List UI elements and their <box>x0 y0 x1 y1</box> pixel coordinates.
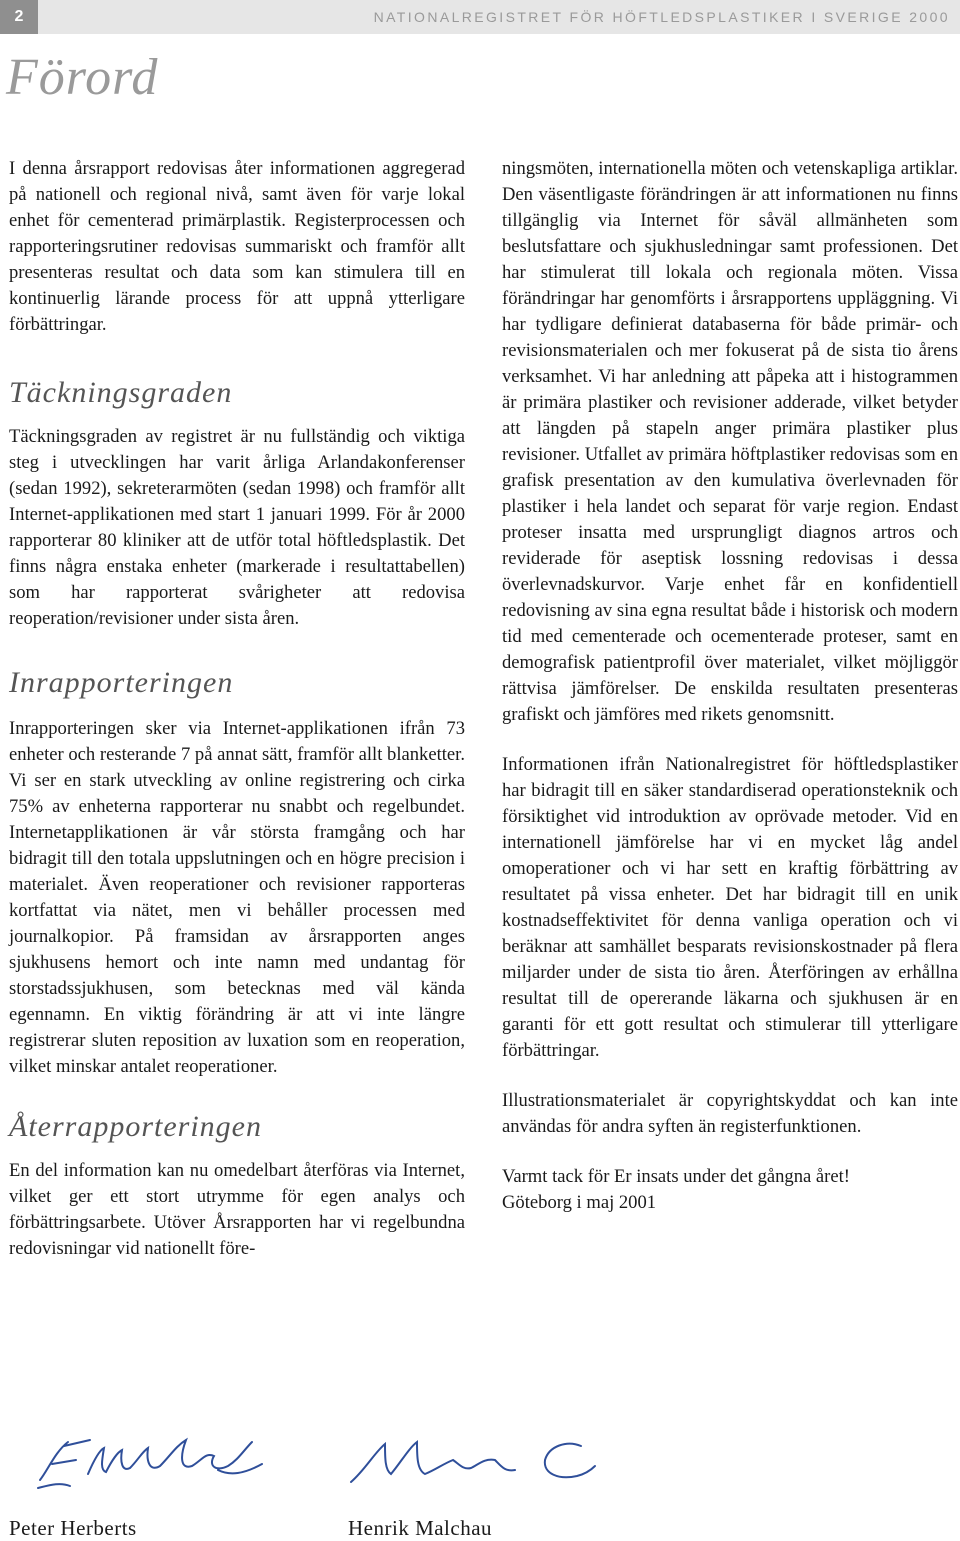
page-number: 2 <box>0 0 38 34</box>
aterrapporteringen-paragraph: En del information kan nu omedelbart återföras via Internet, vilket ger ett stort utrymme för egen analys och förbättringsarbete. Utöver Årsrapporten har vi regelbundna redovisningar vid nationellt före- <box>9 1160 465 1259</box>
continued-paragraph: ningsmöten, internationella möten och vetenskapliga artiklar. Den väsentligaste förändringen är att informationen nu finns tillgänglig via Internet för såväl allmänheten som beslutsfattare och sjukhusledningar samt professionen. Det har stimulerat till lokala och regionala möten. Vissa förändringar har genomförts i årsrapportens uppläggning. Vi har tydligare definierat databaserna för både primär- och revisionsmaterialen och mer fokuserat på de sista tio årens verksamhet. Vi har anledning att påpeka att i histogrammen är primära plastiker och revisioner adderade, vilket betyder att längden på stapeln anger primära plastiker plus revisioner. Utfallet av primära höftplastiker redovisas som en grafisk presentation av den kumulativa överlevnaden för plastiker i hela landet och separat för varje region. Endast proteser insatta med ursprungligt diagnos artros och reviderade för aseptisk lossning redovisas i dessa överlevnadskurvor. Varje enhet får en konfidentiell redovisning av sina egna resultat både i historisk och modern tid med cementerade och ocementerade proteser, samt en demografisk patientprofil över materialet, vilket möjliggör rättvisa jämförelser. De enskilda resultaten presenteras grafiskt och jämföres med rikets genomsnitt. <box>502 158 958 725</box>
heading-aterrapporteringen: Återrapporteringen <box>9 1110 262 1143</box>
inrapporteringen-paragraph: Inrapporteringen sker via Internet-applikationen ifrån 73 enheter och resterande 7 på annat sätt, framför allt blanketter. Vi ser en stark utveckling av online registrering och cirka 75% av enheterna rapporterar nu snabbt och regelbundet. Internetapplikationen är vår största framgång och har bidragit till den totala uppslutningen och en högre precision i materialet. Även reoperationer och revisioner rapporteras kortfattat via nätet, men vi behåller processen med journalkopior. På framsidan av årsrapporten anges sjukhusens hemort och inte namn med undantag för storstadssjukhusen, som betecknas med väl kända egennamn. En viktig förändring är att vi inte längre registrerar sluten reposition av luxation som en reoperation, vilket minskar antalet reoperationer. <box>9 718 465 1077</box>
place-date-line: Göteborg i maj 2001 <box>502 1192 657 1213</box>
signature-name-herberts: Peter Herberts <box>9 1516 137 1540</box>
tackningsgraden-paragraph: Täckningsgraden av registret är nu fullständig och viktiga steg i utvecklingen har varit årliga Arlandakonferenser (sedan 1992), sekreterarmöten (sedan 1998) och framför allt Internet-applikationen med start 1 januari 1999. För år 2000 rapporterar 80 kliniker att de utför total höftledsplastik. Det finns några enstaka enheter (markerade i resultattabellen) som har rapporterat svårigheter att redovisa reoperation/revisioner under sista åren. <box>9 426 465 629</box>
signature-herberts-image <box>30 1430 280 1500</box>
page-title: Förord <box>6 49 159 106</box>
right-column <box>502 156 958 1216</box>
left-column <box>9 156 465 1262</box>
thanks-line: Varmt tack för Er insats under det gångna året! <box>502 1166 850 1187</box>
heading-inrapporteringen: Inrapporteringen <box>9 666 234 699</box>
intro-paragraph: I denna årsrapport redovisas åter informationen aggregerad på nationell och regional nivå, samt även för varje lokal enhet för cementerad primärplastik. Registerprocessen och rapporteringsrutiner redovisas summariskt och framför allt presenteras resultat och data som kan stimulera till en kontinuerlig lärande process för att uppnå ytterligare förbättringar. <box>9 158 465 335</box>
heading-tackningsgraden: Täckningsgraden <box>9 376 233 409</box>
copyright-paragraph: Illustrationsmaterialet är copyrightskyddat och kan inte användas för andra syften än registerfunktionen. <box>502 1090 958 1137</box>
information-paragraph: Informationen ifrån Nationalregistret för höftledsplastiker har bidragit till en säker standardiserad operationsteknik och försiktighet vid introduktion av oprövade metoder. Vid en internationell jämförelse har vi en mycket låg andel omoperationer och vi har sett en kraftig förbättring av resultatet på vissa enheter. Det har bidragit till en unik kostnadseffektivitet för denna vanliga operation och vi beräknar att samhället besparats revisionskostnader på flera miljarder under de sista tio åren. Återföringen av erhållna resultat till de opererande läkarna och sjukhusen är en garanti för ett gott resultat och stimulerar till ytterligare förbättringar. <box>502 754 958 1061</box>
closing-block <box>502 1164 958 1216</box>
signature-malchau-image <box>345 1430 605 1500</box>
signature-name-malchau: Henrik Malchau <box>348 1516 493 1540</box>
running-head: NATIONALREGISTRET FÖR HÖFTLEDSPLASTIKER I SVERIGE 2000 <box>373 9 950 25</box>
signatures <box>0 1430 960 1540</box>
header-bar <box>0 0 960 34</box>
